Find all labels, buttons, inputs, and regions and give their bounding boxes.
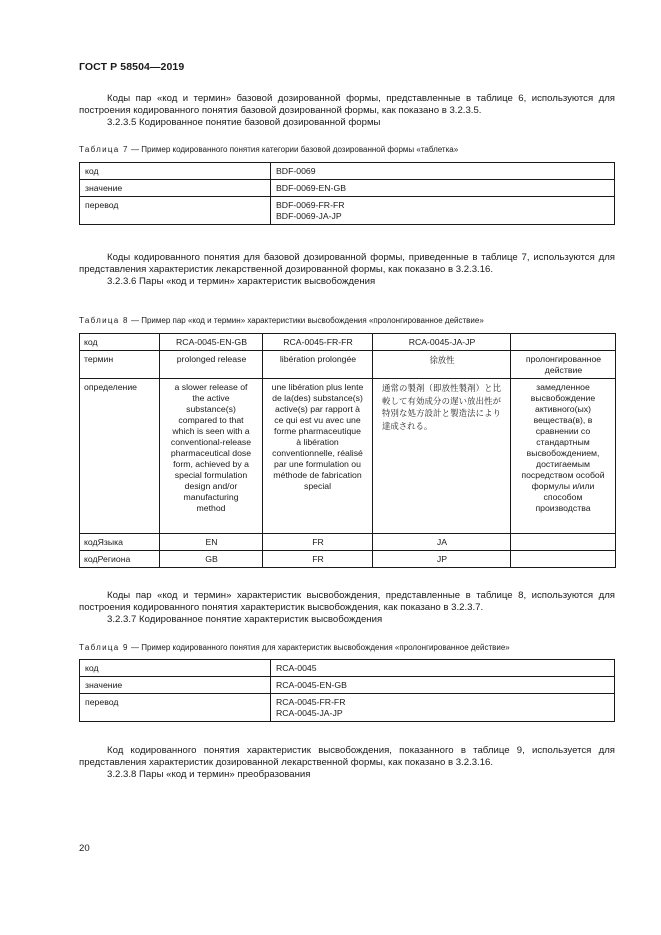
- section-3-2-3-6-heading: 3.2.3.6 Пары «код и термин» характеристик высвобождения: [107, 276, 376, 288]
- table-cell: RCA-0045-JA-JP: [373, 334, 511, 351]
- table-cell-label: перевод: [80, 197, 271, 225]
- table-cell: [511, 551, 616, 568]
- table-cell: [511, 334, 616, 351]
- page-number: 20: [79, 843, 90, 854]
- section-3-2-3-7-heading: 3.2.3.7 Кодированное понятие характеристик высвобождения: [107, 614, 383, 626]
- table-8-caption-label: Таблица 8: [79, 316, 129, 325]
- table-8-caption-text: — Пример пар «код и термин» характеристики высвобождения «пролонгированное действие»: [128, 316, 484, 325]
- table-cell: libération prolongée: [263, 351, 373, 379]
- table-cell: термин: [80, 351, 160, 379]
- table-cell: prolonged release: [160, 351, 263, 379]
- section-3-2-3-5-heading: 3.2.3.5 Кодированное понятие базовой дозированной формы: [107, 117, 381, 129]
- table-row: [80, 660, 615, 677]
- paragraph-2: [79, 252, 615, 289]
- table-cell-value: [271, 677, 615, 694]
- table-8: [79, 333, 616, 568]
- paragraph-4: [79, 745, 615, 782]
- cell-line: RCA-0045-EN-GB: [276, 680, 347, 690]
- table-cell-value: [271, 180, 615, 197]
- table-9-caption-label: Таблица 9: [79, 643, 129, 652]
- table-row: [80, 551, 616, 568]
- cell-line: BDF-0069-EN-GB: [276, 183, 347, 193]
- table-cell-value: [271, 660, 615, 677]
- table-row: [80, 351, 616, 379]
- table-cell: 通常の製剤（即放性製剤）と比較して有効成分の遅い放出性が特別な処方設計と製造法により達成される。: [373, 379, 511, 534]
- table-cell: 徐放性: [373, 351, 511, 379]
- table-9-caption-text: — Пример кодированного понятия для характеристик высвобождения «пролонгированное действие»: [128, 643, 510, 652]
- table-cell-label: значение: [80, 677, 271, 694]
- cell-line: BDF-0069-JA-JP: [276, 211, 342, 221]
- table-cell: код: [80, 334, 160, 351]
- table-row: [80, 694, 615, 722]
- table-cell-label: перевод: [80, 694, 271, 722]
- table-cell: EN: [160, 534, 263, 551]
- table-row: [80, 163, 615, 180]
- table-row: [80, 379, 616, 534]
- table-row: [80, 677, 615, 694]
- section-3-2-3-8-heading: 3.2.3.8 Пары «код и термин» преобразования: [107, 769, 311, 781]
- table-cell: кодЯзыка: [80, 534, 160, 551]
- table-cell: кодРегиона: [80, 551, 160, 568]
- cell-line: BDF-0069-FR-FR: [276, 200, 345, 210]
- table-9-caption: [79, 643, 510, 653]
- table-cell: определение: [80, 379, 160, 534]
- table-row: [80, 534, 616, 551]
- table-row: [80, 334, 616, 351]
- cell-line: RCA-0045-JA-JP: [276, 708, 343, 718]
- table-cell: FR: [263, 551, 373, 568]
- paragraph-3: [79, 590, 615, 627]
- table-cell: a slower release of the active substance(s) compared to that which is seen with a conventional-release pharmaceutical dose form, achieved by a special formulation design and/or manufacturing method: [160, 379, 263, 534]
- cell-line: RCA-0045: [276, 663, 317, 673]
- table-9: [79, 659, 615, 722]
- table-cell: GB: [160, 551, 263, 568]
- table-cell-value: [271, 163, 615, 180]
- table-7-caption-text: — Пример кодированного понятия категории базовой дозированной формы «таблетка»: [128, 145, 459, 154]
- table-cell: RCA-0045-FR-FR: [263, 334, 373, 351]
- table-cell-label: код: [80, 660, 271, 677]
- table-7: [79, 162, 615, 225]
- table-8-caption: [79, 316, 484, 326]
- table-cell: [511, 534, 616, 551]
- table-cell: RCA-0045-EN-GB: [160, 334, 263, 351]
- table-cell-label: значение: [80, 180, 271, 197]
- table-row: [80, 197, 615, 225]
- table-row: [80, 180, 615, 197]
- table-cell: пролонгированное действие: [511, 351, 616, 379]
- table-7-caption-label: Таблица 7: [79, 145, 129, 154]
- table-cell: JA: [373, 534, 511, 551]
- paragraph-1-text: Коды пар «код и термин» базовой дозированной формы, представленные в таблице 6, используются для построения кодированного понятия базовой дозированной формы, как показано в 3.2.3.5.: [79, 93, 615, 117]
- standard-designation: ГОСТ Р 58504—2019: [79, 61, 185, 73]
- cell-line: BDF-0069: [276, 166, 316, 176]
- table-cell-value: [271, 694, 615, 722]
- cell-line: RCA-0045-FR-FR: [276, 697, 346, 707]
- table-cell: JP: [373, 551, 511, 568]
- paragraph-1: [79, 93, 615, 130]
- paragraph-2-text: Коды кодированного понятия для базовой дозированной формы, приведенные в таблице 7, используются для представления характеристик лекарственной дозированной формы, как показано в 3.2.3.16.: [79, 252, 615, 276]
- table-cell: замедленное высвобождение активного(ых) вещества(в), в сравнении со стандартным высвобождением, достигаемым посредством особой формулы и/или способом производства: [511, 379, 616, 534]
- table-cell-label: код: [80, 163, 271, 180]
- paragraph-4-text: Код кодированного понятия характеристик высвобождения, показанного в таблице 9, используется для представления характеристик дозированной лекарственной формы, как показано в 3.2.3.16.: [79, 745, 615, 769]
- table-7-caption: [79, 145, 458, 155]
- table-cell: FR: [263, 534, 373, 551]
- table-cell: une libération plus lente de la(des) substance(s) active(s) par rapport à ce qui est vu avec une forme pharmaceutique à libération conventionnelle, réalisé par une formulation ou méthode de fabrication special: [263, 379, 373, 534]
- table-cell-value: [271, 197, 615, 225]
- paragraph-3-text: Коды пар «код и термин» характеристик высвобождения, представленные в таблице 8, используются для построения кодированного понятия характеристик высвобождения, как показано в 3.2.3.7.: [79, 590, 615, 614]
